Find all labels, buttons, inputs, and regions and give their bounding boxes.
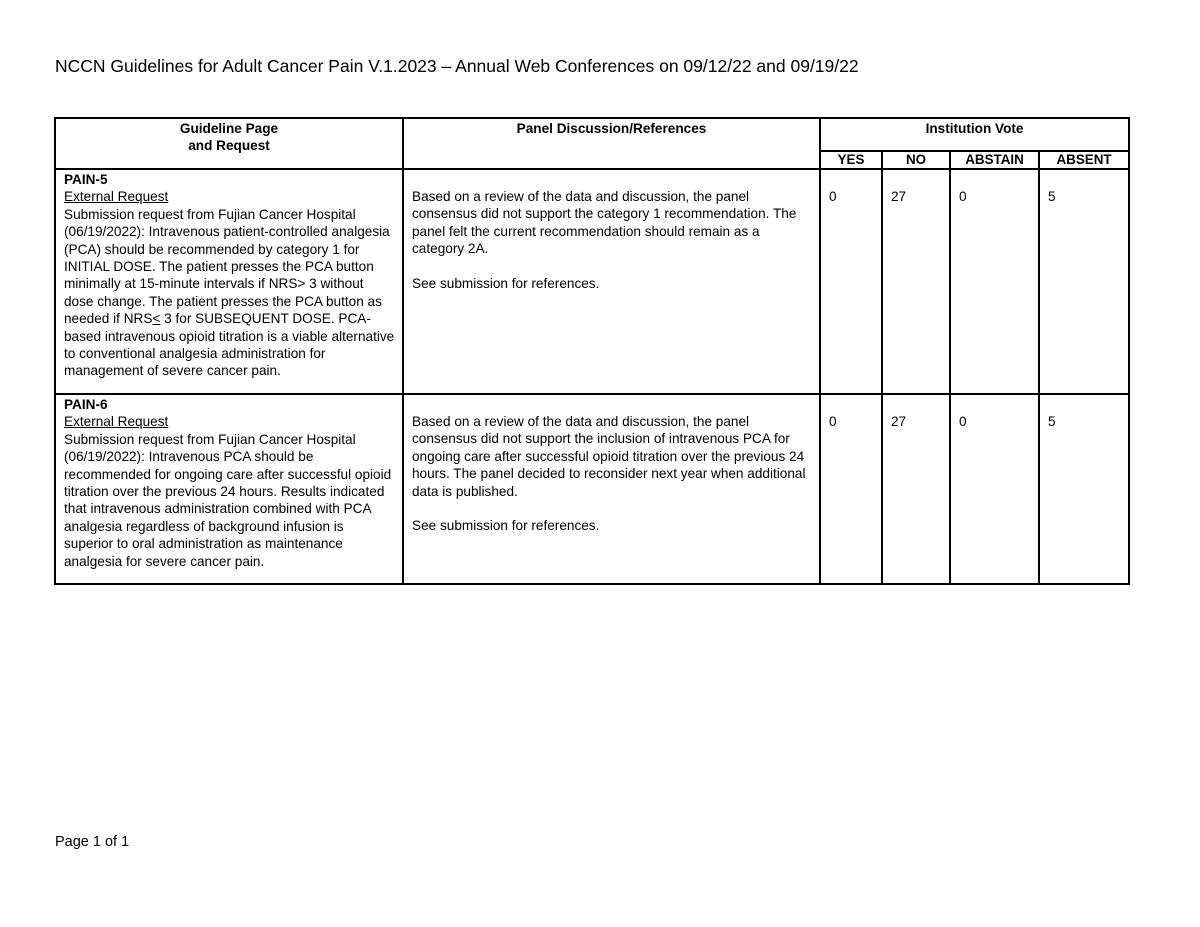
- references-text: See submission for references.: [412, 518, 600, 534]
- table-row: [55, 169, 1129, 394]
- panel-discussion-cell: [403, 394, 820, 584]
- vote-absent: 5: [1039, 394, 1129, 584]
- page-title: NCCN Guidelines for Adult Cancer Pain V.1.2023 – Annual Web Conferences on 09/12/22 and 09/19/22: [55, 56, 859, 76]
- references-text: See submission for references.: [412, 276, 600, 292]
- discussion-text: Based on a review of the data and discussion, the panel consensus did not support the inclusion of intravenous PCA for ongoing care after successful opioid titration over the previous 24 hours. The panel decided to reconsider next year when additional data is published.: [412, 413, 806, 499]
- request-text: Submission request from Fujian Cancer Hospital (06/19/2022): Intravenous PCA should be recommended for ongoing care after successful opioid titration over the previous 24 hours. Results indicated that intravenous administration combined with PCA analgesia regardless of background infusion is superior to oral administration as maintenance analgesia for severe cancer pain.: [64, 431, 392, 569]
- header-absent: ABSENT: [1039, 151, 1129, 169]
- header-yes: YES: [820, 151, 882, 169]
- page-footer: Page 1 of 1: [55, 834, 130, 850]
- header-guideline-page: [55, 118, 403, 169]
- vote-no: 27: [882, 169, 950, 394]
- vote-abstain: 0: [950, 169, 1039, 394]
- discussion-text: Based on a review of the data and discussion, the panel consensus did not support the category 1 recommendation. The panel felt the current recommendation should remain as a category 2A.: [412, 189, 797, 257]
- table-row: [55, 394, 1129, 584]
- vote-absent: 5: [1039, 169, 1129, 394]
- paragraph-gap: [412, 258, 813, 275]
- header-panel-discussion: Panel Discussion/References: [403, 118, 820, 169]
- panel-discussion-cell: [403, 169, 820, 394]
- guideline-request-cell: [55, 169, 403, 394]
- header-guideline-line2: and Request: [188, 138, 270, 153]
- request-type-label: External Request: [64, 189, 169, 205]
- request-text-part: Submission request from Fujian Cancer Hospital (06/19/2022): Intravenous patient-controlled analgesia (PCA) should be recommended by category 1 for INITIAL DOSE. The patient presses the PCA button minimally at 15-minute intervals if NRS> 3 without dose change. The patient presses the PCA button as needed if NRS: [64, 206, 390, 327]
- vote-abstain: 0: [950, 394, 1039, 584]
- vote-yes: 0: [820, 169, 882, 394]
- request-type-label: External Request: [64, 414, 169, 430]
- request-text-part: 3 for SUBSEQUENT DOSE. PCA-based intravenous opioid titration is a viable alternative to conventional analgesia administration for management of severe cancer pain.: [64, 311, 395, 379]
- header-abstain: ABSTAIN: [950, 151, 1039, 169]
- header-no: NO: [882, 151, 950, 169]
- vote-no: 27: [882, 394, 950, 584]
- paragraph-gap: [412, 500, 813, 517]
- guideline-page-ref: PAIN-6: [64, 396, 108, 412]
- request-text: [64, 206, 396, 380]
- header-institution-vote: Institution Vote: [820, 118, 1129, 151]
- header-guideline-line1: Guideline Page: [179, 121, 279, 136]
- less-or-equal-symbol: <: [152, 311, 161, 327]
- guideline-request-cell: [55, 394, 403, 584]
- guideline-page-ref: PAIN-5: [64, 172, 108, 187]
- table-header-row: [55, 118, 1129, 151]
- vote-yes: 0: [820, 394, 882, 584]
- institution-vote-table: [54, 117, 1130, 585]
